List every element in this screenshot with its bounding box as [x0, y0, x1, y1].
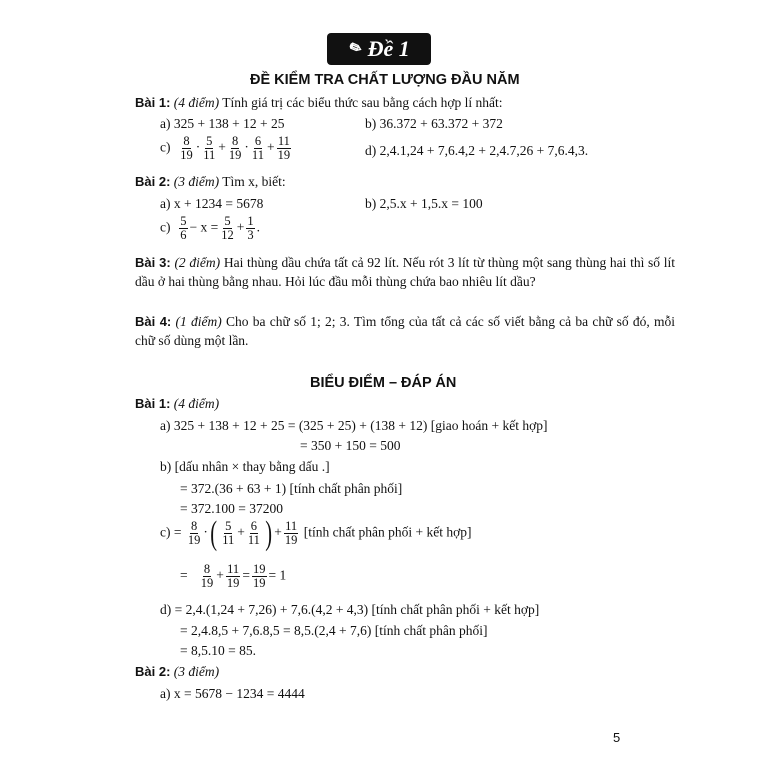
exam-b2-a: a) x + 1234 = 5678 — [160, 196, 264, 211]
page-number: 5 — [613, 730, 621, 745]
fraction: $\frac{5}{11}$ — [222, 519, 235, 547]
fraction: $\frac{11}{19}$ — [226, 562, 240, 590]
exam-b1-a: a) 325 + 138 + 12 + 25 — [160, 116, 285, 131]
answer-b1-header — [135, 396, 219, 412]
answer-c-line1: c) = $\frac{8}{19}$ ·( $\frac{5}{11}$ + $\frac{6}{11}$ ) + $\frac{11}{19}$ [tính chất phân phối + kết hợp] — [160, 514, 472, 552]
points-label: (4 điểm) — [173, 95, 220, 110]
exam-b1-b: b) 36.372 + 63.372 + 372 — [365, 116, 503, 131]
fraction: $\frac{6}{11}$ — [247, 519, 260, 547]
exam-b2-header — [135, 174, 286, 190]
fraction: $\frac{8}{19}$ — [200, 562, 214, 590]
answer-b2-a: a) x = 5678 − 1234 = 4444 — [160, 686, 305, 701]
fraction: $\frac{5}{6}$ — [180, 214, 187, 242]
answer-d-line2: = 2,4.8,5 + 7,6.8,5 = 8,5.(2,4 + 7,6) [tính chất phân phối] — [180, 623, 488, 638]
answer-b-line2: = 372.(36 + 63 + 1) [tính chất phân phối] — [180, 481, 403, 496]
note-text: [tính chất phân phối + kết hợp] — [303, 524, 472, 540]
bai-label: Bài 2: — [135, 664, 171, 679]
eq-sign: = — [180, 567, 188, 583]
answer-c-line2: = $\frac{8}{19}$ + $\frac{11}{19}$ = $\frac{19}{19}$ = 1 — [180, 562, 287, 590]
points-label: (1 điểm) — [175, 314, 222, 329]
exam-title-badge — [327, 33, 431, 65]
fraction: $\frac{19}{19}$ — [253, 562, 266, 590]
answer-b-line1: b) [dấu nhân × thay bằng dấu .] — [160, 459, 330, 474]
points-label: (4 điểm) — [173, 396, 220, 411]
question-text: Tính giá trị các biểu thức sau bằng cách hợp lí nhất: — [222, 95, 503, 110]
bai-label: Bài 1: — [135, 396, 171, 411]
answer-heading: BIỂU ĐIỂM – ĐÁP ÁN — [310, 375, 457, 391]
question-text: Tìm x, biết: — [222, 174, 286, 189]
fraction: $\frac{5}{12}$ — [221, 214, 234, 242]
exam-b4 — [135, 312, 675, 350]
result-text: = 1 — [268, 567, 287, 583]
bai-label: Bài 2: — [135, 174, 171, 189]
item-label: c) — [160, 139, 171, 155]
exam-b2-c: c) $\frac{5}{6}$ − x = $\frac{5}{12}$ + $\frac{1}{3}$ . — [160, 214, 260, 242]
exam-b1-c: c) $\frac{8}{19}$ · $\frac{5}{11}$ + $\frac{8}{19}$ · $\frac{6}{11}$ + $\frac{11}{19}$ — [160, 134, 291, 162]
exam-b1-d: d) 2,4.1,24 + 7,6.4,2 + 2,4.7,26 + 7,6.4,3. — [365, 143, 589, 158]
exam-b1-header — [135, 95, 503, 111]
question-text: Hai thùng dầu chứa tất cả 92 lít. Nếu rót 3 lít từ thùng một sang thùng hai thì số lít dầu ở hai thùng bằng nhau. Hỏi lúc đầu mỗi thùng chứa bao nhiêu lít dầu? — [135, 255, 676, 289]
answer-d-line3: = 8,5.10 = 85. — [180, 643, 256, 658]
pencil-icon: ✎ — [345, 38, 366, 61]
fraction: $\frac{6}{11}$ — [251, 134, 264, 162]
answer-a-line2: = 350 + 150 = 500 — [300, 438, 401, 453]
fraction: $\frac{8}{19}$ — [228, 134, 242, 162]
exam-heading: ĐỀ KIỂM TRA CHẤT LƯỢNG ĐẦU NĂM — [250, 72, 520, 88]
fraction: $\frac{1}{3}$ — [247, 214, 254, 242]
fraction: $\frac{11}{19}$ — [284, 519, 298, 547]
points-label: (2 điểm) — [174, 255, 221, 270]
fraction: $\frac{8}{19}$ — [187, 519, 201, 547]
bai-label: Bài 3: — [135, 255, 171, 270]
question-text: Cho ba chữ số 1; 2; 3. Tìm tổng của tất cả các số viết bằng cả ba chữ số đó, mỗi chữ số dùng một lần. — [135, 314, 676, 348]
item-label: c) = — [160, 524, 182, 540]
exam-title-text: Đề 1 — [367, 36, 410, 61]
exam-b2-b: b) 2,5.x + 1,5.x = 100 — [365, 196, 483, 211]
bai-label: Bài 1: — [135, 95, 171, 110]
points-label: (3 điểm) — [173, 664, 220, 679]
exam-b3 — [135, 253, 675, 291]
fraction: $\frac{8}{19}$ — [180, 134, 193, 162]
answer-a-line1: a) 325 + 138 + 12 + 25 = (325 + 25) + (138 + 12) [giao hoán + kết hợp] — [160, 418, 548, 433]
points-label: (3 điểm) — [173, 174, 220, 189]
answer-b-line3: = 372.100 = 37200 — [180, 501, 283, 516]
item-label: c) — [160, 219, 171, 235]
answer-b2-header — [135, 664, 219, 680]
bai-label: Bài 4: — [135, 314, 172, 329]
fraction: $\frac{11}{19}$ — [277, 134, 291, 162]
fraction: $\frac{5}{11}$ — [203, 134, 216, 162]
answer-d-line1: d) = 2,4.(1,24 + 7,26) + 7,6.(4,2 + 4,3) [tính chất phân phối + kết hợp] — [160, 602, 540, 617]
